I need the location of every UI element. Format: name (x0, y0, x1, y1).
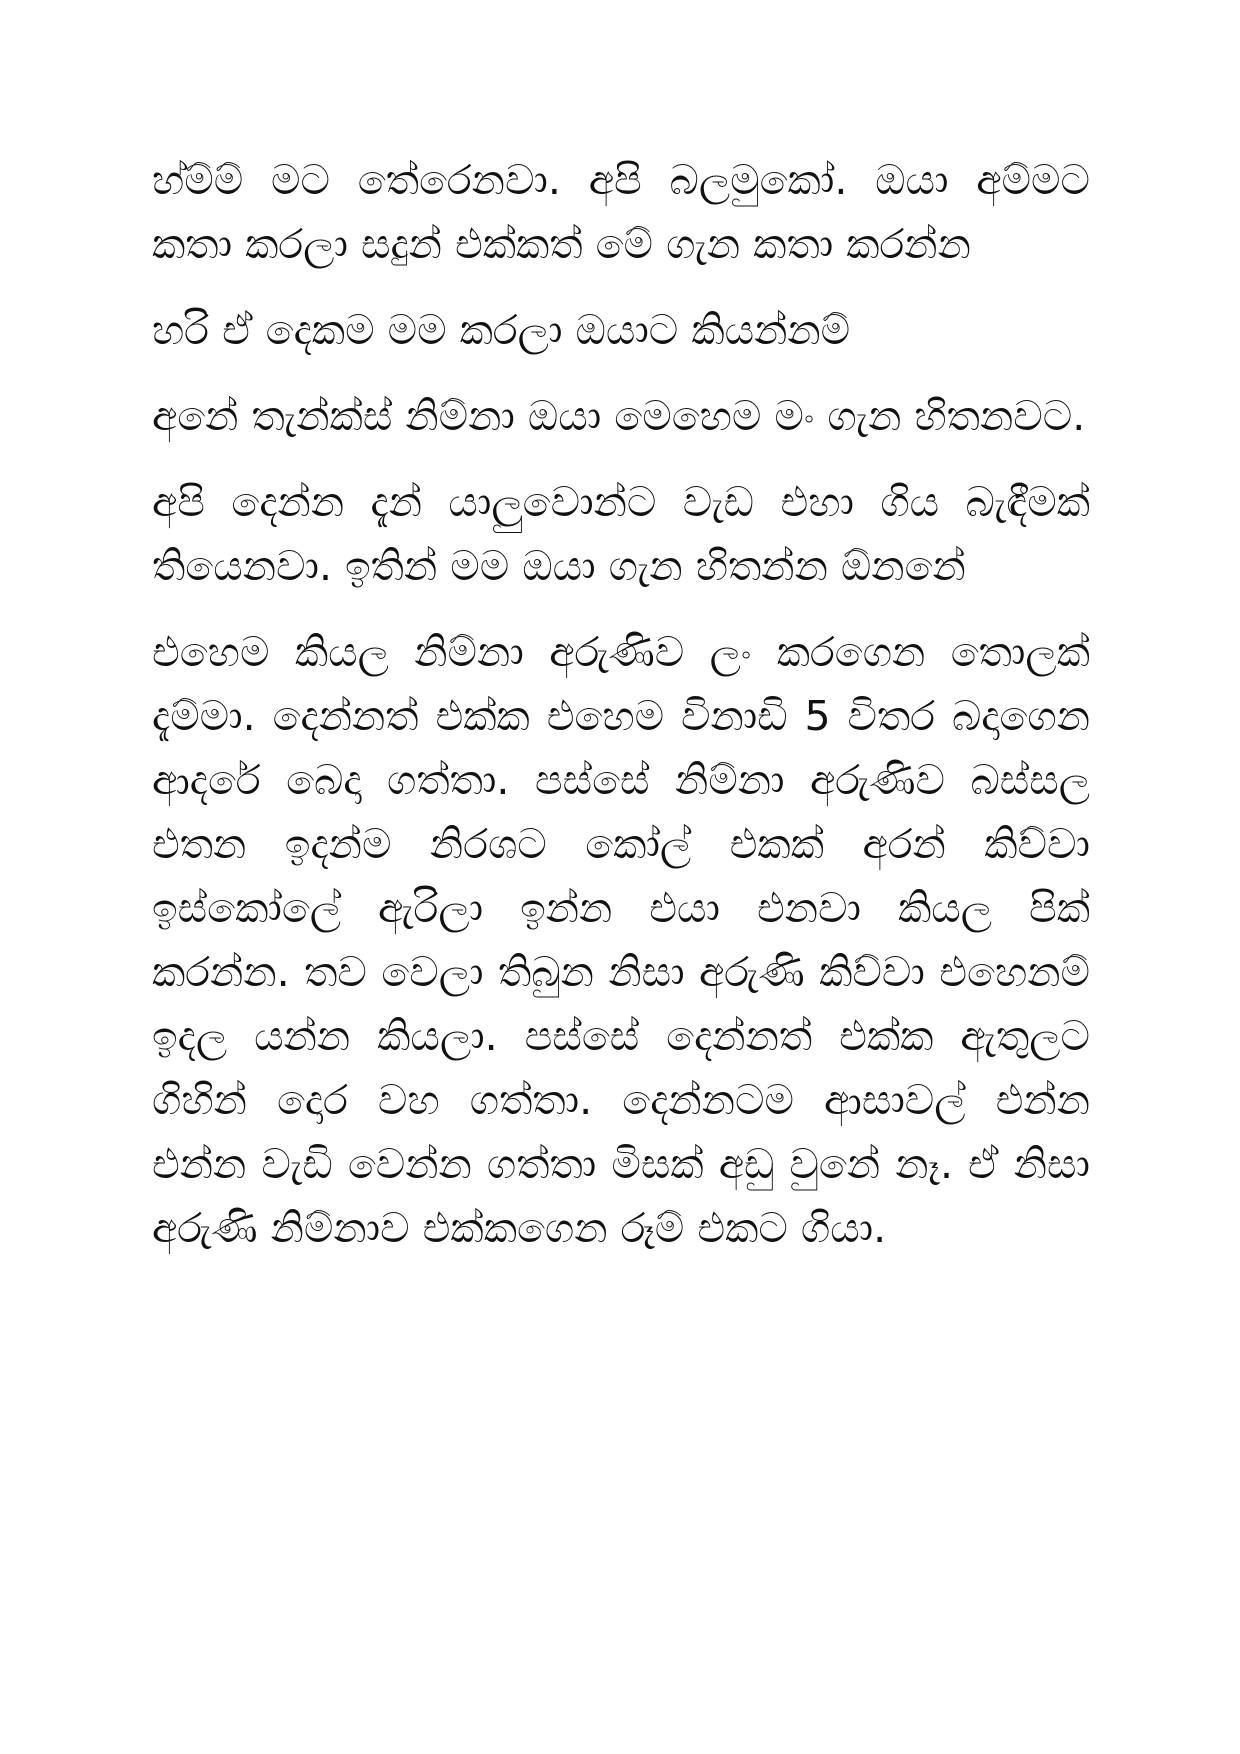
paragraph: අනේ තැන්ක්ස් නිම්නා ඔයා මෙහෙම මං ගැන හිතනවට. (152, 392, 1086, 440)
paragraph: අපි දෙන්න දැන් යාලුවොන්ට වැඩ එහා ගිය බැඳීමක් තියෙනවා. ඉතින් මම ඔයා ගැන හිතන්න ඕනනේ (152, 478, 1090, 590)
paragraph: එහෙම කියල නිම්නා අරුණිව ලං කරගෙන තොලක් දැම්මා. දෙන්නත් එක්ක එහෙම විනාඩි 5 විතර බදාගෙන ආදරේ බෙදා ගත්තා. පස්සේ නිම්නා අරුණිව බස්සල එතන ඉදන්ම නිරශට කෝල් එකක් අරන් කිව්වා ඉස්කෝලේ ඇරිලා ඉන්න එයා එනවා කියල පික් කරන්න. තව වෙලා තිබුන නිසා අරුණි කිව්වා එහෙනම් ඉදල යන්න කියලා. පස්සේ දෙන්නත් එක්ක ඇතුලට ගිහින් දොර වහ ගත්තා. දෙන්නටම ආසාවල් එන්න එන්න වැඩි වෙන්න ගත්තා මිසක් අඩු වුනේ නෑ. ඒ නිසා අරුණි නිම්නාව එක්කගෙන රූම් එකට ගියා. (152, 628, 1090, 1252)
paragraph: හ්ම්ම් මට තේරෙනවා. අපි බලමුකෝ. ඔයා අම්මට කතා කරලා සදුන් එක්කත් මේ ගැන කතා කරන්න (152, 156, 1090, 268)
document-body (152, 148, 1090, 1282)
paragraph: හරි ඒ දෙකම මම කරලා ඔයාට කියන්නම් (152, 306, 851, 354)
